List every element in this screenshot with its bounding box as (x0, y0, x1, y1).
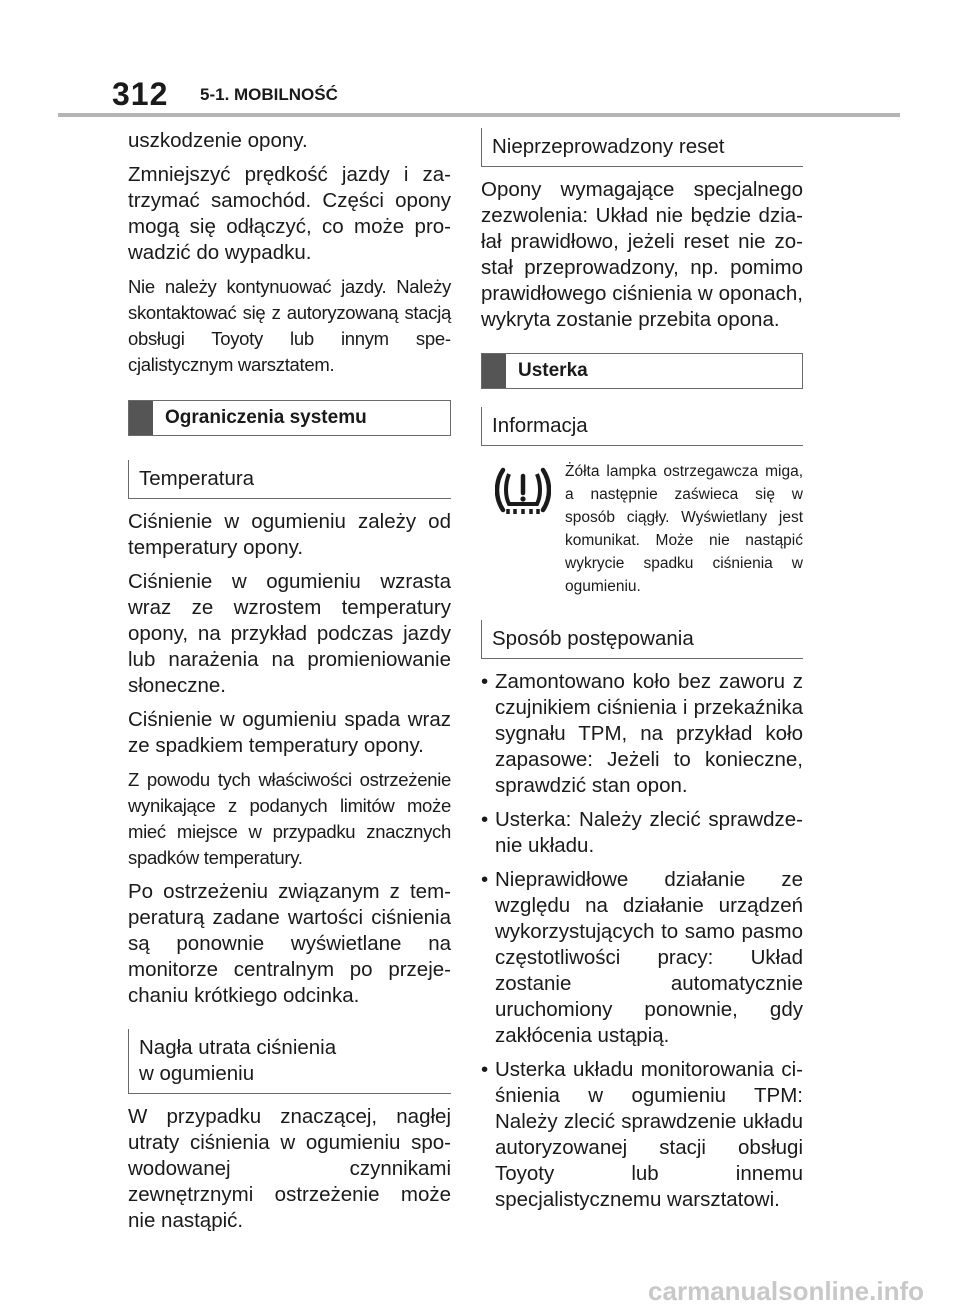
info-block (481, 460, 803, 598)
list-item-text: Nieprawidłowe działanie ze względu na działanie urządzeń wykorzystujących to samo pasmo częstotliwości pracy: Układ zostanie automatycznie uruchomiony ponownie, gdy zakłócenia ustąpią. (495, 868, 803, 1047)
list-item (481, 867, 803, 1049)
paragraph: Ciśnienie w ogumieniu zależy od temperatury opony. (128, 510, 451, 559)
bullet-marker: • (481, 670, 489, 693)
list-item-text: Usterka układu monitorowania ciśnienia w ogumieniu TPM: Należy zlecić sprawdzenie układu autoryzowanej stacji obsługi Toyoty lub innemu specjalistycznemu warsztatowi. (495, 1058, 803, 1211)
list-item (481, 1057, 803, 1213)
header-divider (58, 113, 900, 117)
left-column (128, 128, 451, 1242)
paragraph: Zmniejszyć prędkość jazdy i zatrzymać samochód. Części opony mogą się odłączyć, co może prowadzić do wypadku. (128, 163, 451, 264)
section-box-title: Ograniczenia systemu (165, 407, 367, 428)
right-column (481, 128, 803, 1221)
list-item-text: Usterka: Należy zlecić sprawdzenie układu. (495, 808, 803, 857)
paragraph: Z powodu tych właściwości ostrzeżenie wynikające z podanych limitów może mieć miejsce w przypadku znacznych spadków temperatury. (128, 769, 451, 868)
paragraph: Ciśnienie w ogumieniu spada wraz ze spadkiem temperatury opony. (128, 708, 451, 757)
page-number: 312 (112, 76, 169, 112)
bullet-marker: • (481, 868, 489, 891)
section-marker (129, 401, 153, 435)
paragraph: Po ostrzeżeniu związanym z temperaturą zadane wartości ciśnienia są ponownie wyświetlane na monitorze centralnym po przejechaniu krótkiego odcinka. (128, 880, 451, 1007)
section-box-limits (128, 400, 451, 436)
list-item-text: Zamontowano koło bez zaworu z czujnikiem ciśnienia i przekaźnika sygnału TPM, na przykład koło zapasowe: Jeżeli to konieczne, sprawdzić stan opon. (495, 670, 803, 797)
subheading-procedure: Sposób postępowania (481, 620, 803, 659)
paragraph: Nie należy kontynuować jazdy. Należy skontaktować się z autoryzowaną stacją obsługi Toyoty lub innym specjalistycznym warsztatem. (128, 276, 451, 375)
section-title: 5-1. MOBILNOŚĆ (200, 85, 338, 104)
paragraph: Opony wymagające specjalnego zezwolenia: Układ nie będzie działał prawidłowo, jeżeli reset nie został przeprowadzony, np. pomimo prawidłowego ciśnienia w oponach, wykryta zostanie przebita opona. (481, 178, 803, 331)
subheading-reset: Nieprzeprowadzony reset (481, 128, 803, 167)
subheading-pressure-loss (128, 1029, 451, 1094)
bullet-marker: • (481, 1058, 489, 1081)
list-item (481, 807, 803, 859)
subheading-information: Informacja (481, 407, 803, 446)
subheading-line: w ogumieniu (139, 1062, 255, 1085)
list-item (481, 669, 803, 799)
section-marker (482, 354, 506, 388)
subheading-line: Nagła utrata ciśnienia (139, 1036, 337, 1059)
section-box-fault (481, 353, 803, 389)
bullet-marker: • (481, 808, 489, 831)
subheading-temperature: Temperatura (128, 460, 451, 499)
paragraph: W przypadku znaczącej, nagłej utraty ciśnienia w ogumieniu spowodowanej czynnikami zewnętrznymi ostrzeżenie może nie nastąpić. (128, 1105, 451, 1232)
paragraph: Ciśnienie w ogumieniu wzrasta wraz ze wzrostem temperatury opony, na przykład podczas jazdy lub narażenia na promieniowanie słoneczne. (128, 570, 451, 697)
tpms-warning-icon (495, 464, 551, 516)
info-text: Żółta lampka ostrzegawcza miga, a następnie zaświeca się w sposób ciągły. Wyświetlany jest komunikat. Może nie nastąpić wykrycie spadku ciśnienia w ogumieniu. (565, 463, 803, 595)
watermark: carmanualsonline.info (648, 1276, 924, 1306)
paragraph: uszkodzenie opony. (128, 129, 308, 152)
section-box-title: Usterka (518, 360, 588, 381)
